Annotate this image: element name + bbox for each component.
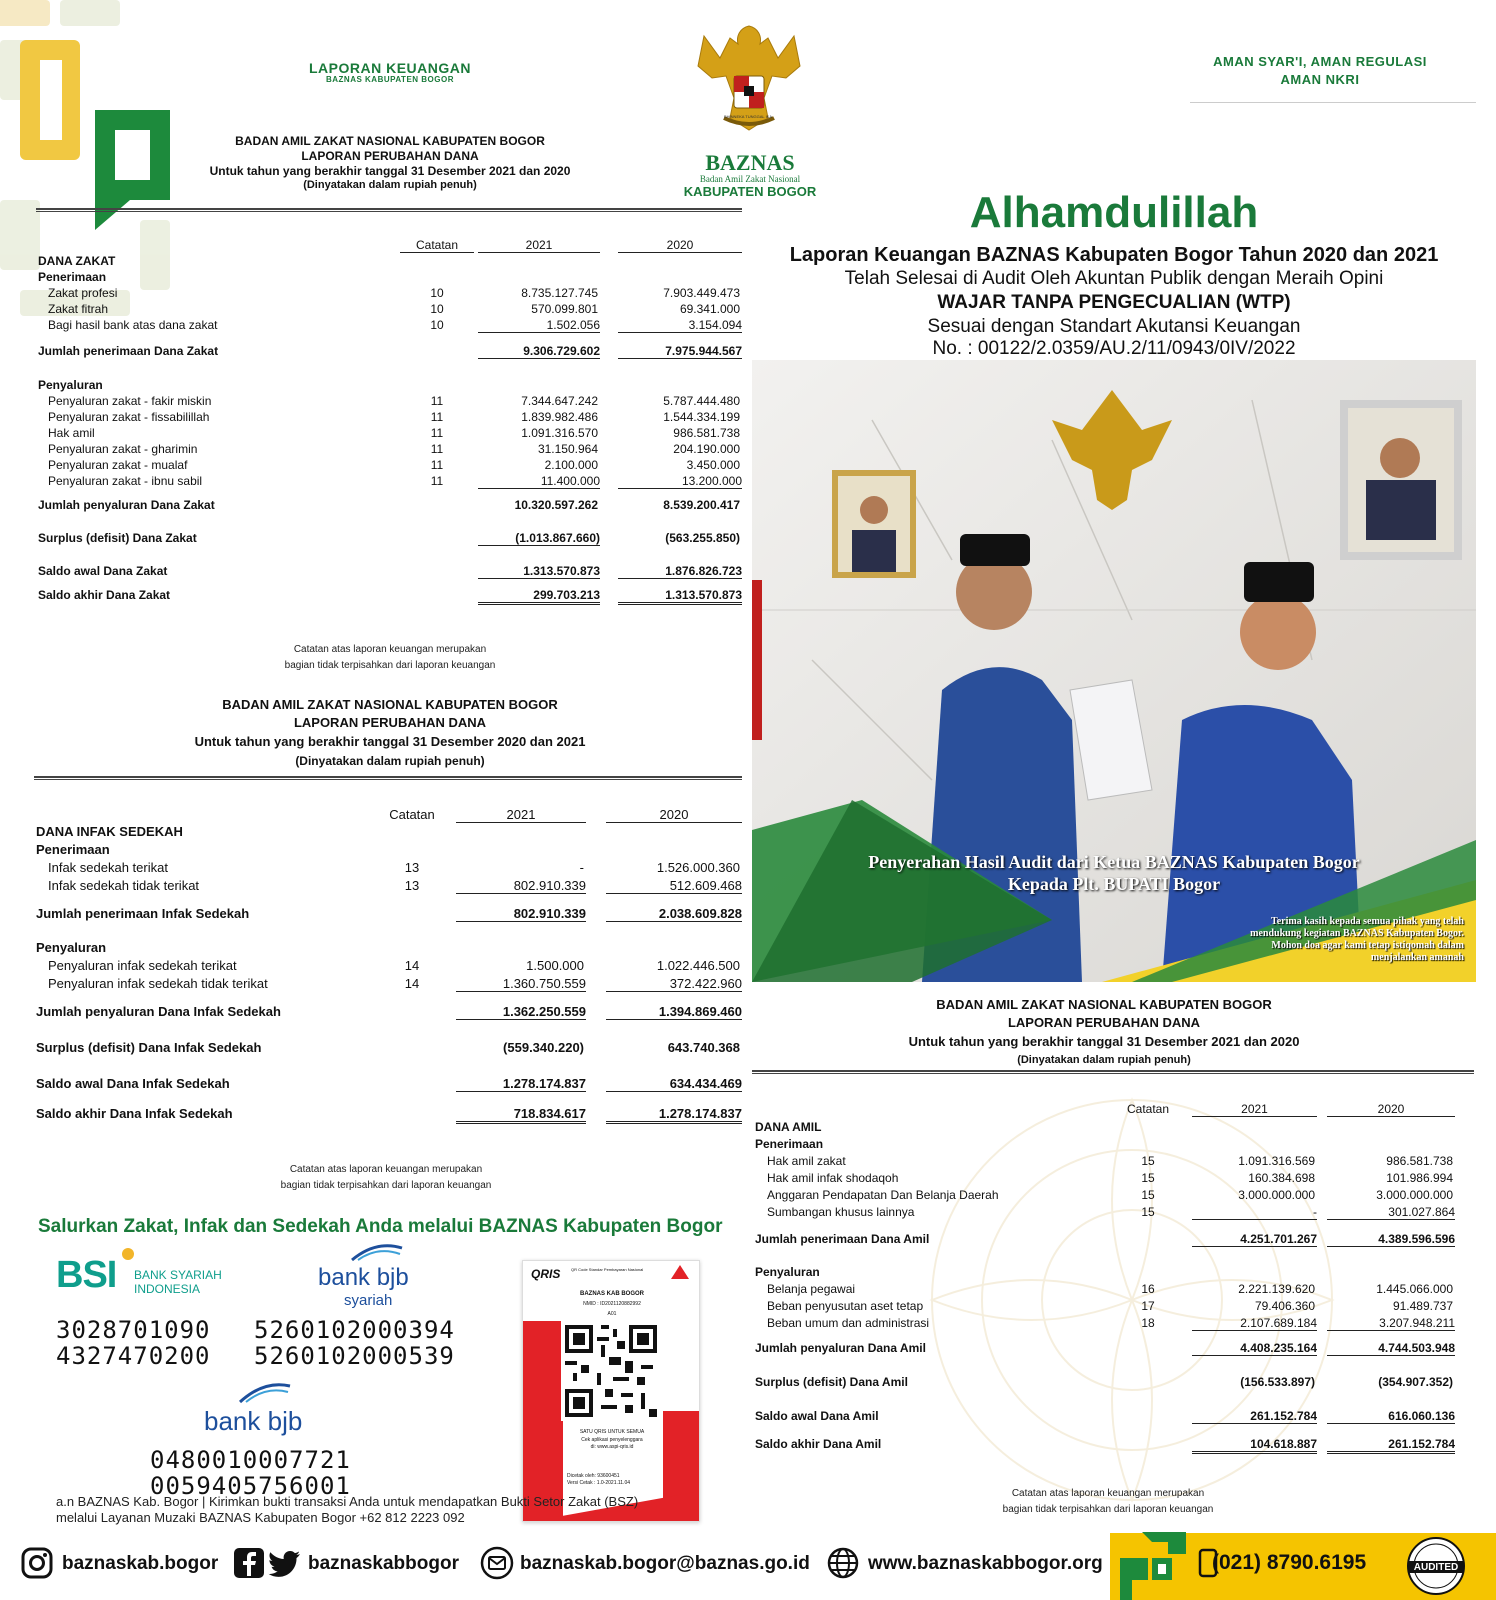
bsi-account-1[interactable]: 3028701090 bbox=[56, 1316, 211, 1344]
baznas-mark-icon bbox=[1112, 1528, 1192, 1600]
total-row: Jumlah penerimaan Infak Sedekah 802.910.339 2.038.609.828 bbox=[36, 906, 742, 921]
bsi-logo bbox=[56, 1254, 256, 1302]
stmt-infak-table bbox=[36, 807, 742, 1124]
subsection-title: Penerimaan bbox=[755, 1137, 824, 1151]
bjb-syariah-account-2[interactable]: 5260102000539 bbox=[254, 1342, 455, 1370]
announcement-number: No. : 00122/2.0359/AU.2/11/0943/0IV/2022 bbox=[932, 338, 1296, 359]
photo-thanks-line1: Terima kasih kepada semua pihak yang telah bbox=[1270, 916, 1464, 927]
stmt-zakat-unit: (Dinyatakan dalam rupiah penuh) bbox=[303, 179, 477, 191]
subsection-title: Penyaluran bbox=[755, 1265, 820, 1279]
announcement-opinion: WAJAR TANPA PENGECUALIAN (WTP) bbox=[937, 292, 1291, 313]
subsection-title: Penerimaan bbox=[36, 842, 110, 857]
email-icon[interactable] bbox=[480, 1546, 514, 1580]
stmt-infak-header: BADAN AMIL ZAKAT NASIONAL KABUPATEN BOGOR LAPORAN PERUBAHAN DANA Untuk tahun yang berakhir tanggal 31 Desember 2020 dan 2021 (Dinyatakan dalam rupiah penuh) bbox=[194, 697, 586, 768]
donation-note-line1: a.n BAZNAS Kab. Bogor | Kirimkan bukti transaksi Anda untuk mendapatkan Bukti Setor Zakat (BSZ) bbox=[56, 1494, 639, 1509]
subsection-title: Penyaluran bbox=[38, 378, 103, 392]
bjb-syariah-account-1[interactable]: 5260102000394 bbox=[254, 1316, 455, 1344]
table-row: Sumbangan khusus lainnya 15 - 301.027.864 bbox=[767, 1205, 1455, 1219]
qris-nmid: NMID : ID2021120882992 bbox=[583, 1301, 641, 1307]
qris-footer-line2: Cek aplikasi penyelenggara bbox=[581, 1437, 643, 1443]
table-row: Penyaluran zakat - gharimin 11 31.150.964 204.190.000 bbox=[48, 442, 740, 456]
stmt-zakat-footnote: Catatan atas laporan keuangan merupakan bagian tidak terpisahkan dari laporan keuangan bbox=[284, 644, 496, 671]
table-row: Hak amil 11 1.091.316.570 986.581.738 bbox=[48, 426, 740, 440]
donation-note-line2: melalui Layanan Muzaki BAZNAS Kabupaten Bogor +62 812 2223 092 bbox=[56, 1510, 465, 1525]
bjb-syariah-logo bbox=[318, 1242, 438, 1312]
table-row: Hak amil zakat 15 1.091.316.569 986.581.738 bbox=[767, 1154, 1453, 1168]
bjb-swoosh-icon bbox=[350, 1242, 404, 1262]
table-row: Penyaluran zakat - fakir miskin 11 7.344.647.242 5.787.444.480 bbox=[48, 394, 740, 408]
baznas-logo-sub1: Badan Amil Zakat Nasional bbox=[699, 174, 801, 184]
bsi-name-line2: INDONESIA bbox=[134, 1282, 201, 1296]
table-row: Penyaluran zakat - mualaf 11 2.100.000 3.450.000 bbox=[48, 458, 740, 472]
bjb-account-2[interactable]: 0059405756001 bbox=[150, 1472, 351, 1500]
table-row: Penyaluran zakat - fissabilillah 11 1.839.982.486 1.544.334.199 bbox=[48, 410, 740, 424]
bjb-swoosh-icon bbox=[238, 1380, 292, 1404]
garuda-emblem-icon bbox=[690, 18, 808, 136]
col-2020-header: 2020 bbox=[618, 238, 742, 253]
header-report-title: LAPORAN KEUANGAN bbox=[309, 60, 471, 76]
stmt-zakat-table bbox=[38, 238, 742, 604]
qris-footer-line1: SATU QRIS UNTUK SEMUA bbox=[579, 1429, 645, 1435]
donation-note bbox=[56, 1494, 756, 1526]
subsection-title: Penyaluran bbox=[36, 940, 107, 955]
bsi-logo-text: BSI bbox=[56, 1254, 117, 1296]
table-row: Beban umum dan administrasi 18 2.107.689.184 3.207.948.211 bbox=[767, 1316, 1455, 1330]
website-url[interactable]: www.baznaskabbogor.org bbox=[868, 1553, 1103, 1574]
surplus-row: Surplus (defisit) Dana Infak Sedekah (559.340.220) 643.740.368 bbox=[36, 1040, 740, 1055]
qris-merchant: BAZNAS KAB BOGOR bbox=[580, 1291, 644, 1297]
table-row: Anggaran Pendapatan Dan Belanja Daerah 15 3.000.000.000 3.000.000.000 bbox=[767, 1188, 1453, 1202]
stmt-zakat-rule bbox=[36, 208, 742, 212]
table-header-row bbox=[38, 238, 742, 254]
table-row: Belanja pegawai 16 2.221.139.620 1.445.066.000 bbox=[767, 1282, 1453, 1296]
emblem-motto: BHINNEKA TUNGGAL IKA bbox=[724, 114, 773, 119]
section-title: DANA ZAKAT bbox=[38, 254, 116, 268]
bjb-name: bank bjb bbox=[204, 1406, 303, 1436]
surplus-row: Surplus (defisit) Dana Zakat (1.013.867.660) (563.255.850) bbox=[38, 531, 740, 545]
table-row: Infak sedekah tidak terikat 13 802.910.339 512.609.468 bbox=[48, 878, 742, 893]
instagram-handle[interactable]: baznaskab.bogor bbox=[62, 1553, 219, 1574]
col-2021-header: 2021 bbox=[478, 238, 600, 253]
announcement-line1: Laporan Keuangan BAZNAS Kabupaten Bogor Tahun 2020 dan 2021 bbox=[789, 244, 1439, 266]
qr-code-icon bbox=[561, 1321, 661, 1421]
announcement-line2: Telah Selesai di Audit Oleh Akuntan Publik dengan Meraih Opini bbox=[844, 268, 1384, 289]
total-row: Jumlah penerimaan Dana Amil 4.251.701.267 4.389.596.596 bbox=[755, 1232, 1455, 1246]
stmt-zakat-header bbox=[160, 134, 620, 193]
stmt-amil-header: BADAN AMIL ZAKAT NASIONAL KABUPATEN BOGOR LAPORAN PERUBAHAN DANA Untuk tahun yang berakhir tanggal 31 Desember 2021 dan 2020 (Dinyatakan dalam rupiah penuh) bbox=[908, 997, 1300, 1066]
total-row: Jumlah penerimaan Dana Zakat 9.306.729.602 7.975.944.567 bbox=[38, 344, 742, 358]
opening-balance-row: Saldo awal Dana Infak Sedekah 1.278.174.837 634.434.469 bbox=[36, 1076, 742, 1091]
phone-number[interactable]: (021) 8790.6195 bbox=[1212, 1551, 1367, 1574]
photo-thanks-line3: Mohon doa agar kami tetap istiqomah dalam bbox=[1271, 940, 1464, 951]
stmt-zakat-org: BADAN AMIL ZAKAT NASIONAL KABUPATEN BOGOR bbox=[235, 134, 545, 148]
stmt-infak-rule bbox=[34, 776, 742, 780]
bjb-syariah-name: bank bjb bbox=[318, 1264, 409, 1291]
header-report-subtitle: BAZNAS KABUPATEN BOGOR bbox=[325, 75, 455, 84]
table-row: Penyaluran zakat - ibnu sabil 11 11.400.000 13.200.000 bbox=[48, 474, 742, 488]
header-divider bbox=[1190, 102, 1476, 103]
table-row: Zakat profesi 10 8.735.127.745 7.903.449.473 bbox=[48, 286, 740, 300]
col-note-header: Catatan bbox=[400, 238, 474, 253]
globe-icon[interactable] bbox=[826, 1546, 860, 1580]
baznas-logo-text: BAZNAS bbox=[705, 150, 795, 175]
section-title: DANA AMIL bbox=[755, 1120, 822, 1134]
table-row: Bagi hasil bank atas dana zakat 10 1.502.056 3.154.094 bbox=[48, 318, 742, 332]
email-address[interactable]: baznaskab.bogor@baznas.go.id bbox=[520, 1553, 810, 1574]
qris-footer-line3: di: www.aspi-qris.id bbox=[590, 1444, 634, 1450]
tagline-line1: AMAN SYAR'I, AMAN REGULASI bbox=[1213, 54, 1427, 69]
audited-badge-icon bbox=[1404, 1534, 1468, 1598]
total-row: Jumlah penyaluran Dana Infak Sedekah 1.362.250.559 1.394.869.460 bbox=[36, 1004, 742, 1019]
opening-balance-row: Saldo awal Dana Amil 261.152.784 616.060.136 bbox=[755, 1409, 1455, 1423]
audit-handover-photo bbox=[752, 360, 1476, 982]
stmt-amil-table bbox=[755, 1102, 1455, 1454]
qris-print-line2: Versi Cetak : 1.0-2021.11.04 bbox=[567, 1480, 631, 1486]
surplus-row: Surplus (defisit) Dana Amil (156.533.897) (354.907.352) bbox=[755, 1375, 1453, 1389]
donation-headline: Salurkan Zakat, Infak dan Sedekah Anda melalui BAZNAS Kabupaten Bogor bbox=[38, 1216, 723, 1237]
closing-balance-row: Saldo akhir Dana Zakat 299.703.213 1.313.570.873 bbox=[38, 588, 742, 604]
qris-brand: QRIS bbox=[531, 1267, 561, 1281]
subsection-title: Penerimaan bbox=[38, 270, 107, 284]
section-title: DANA INFAK SEDEKAH bbox=[36, 824, 183, 839]
photo-thanks-line2: mendukung kegiatan BAZNAS Kabupaten Bogor. bbox=[1250, 928, 1464, 939]
photo-caption-line2: Kepada Plt. BUPATI Bogor bbox=[1007, 874, 1221, 894]
table-row: Beban penyusutan aset tetap 17 79.406.360 91.489.737 bbox=[767, 1299, 1453, 1313]
qris-code: A01 bbox=[607, 1311, 617, 1317]
photo-thanks-line4: menjalankan amanah bbox=[1370, 952, 1464, 963]
table-row: Penyaluran infak sedekah terikat 14 1.500.000 1.022.446.500 bbox=[48, 958, 740, 973]
audited-badge-text: AUDITED bbox=[1413, 1562, 1459, 1573]
baznas-logo-sub2: KABUPATEN BOGOR bbox=[683, 184, 817, 199]
social-handle[interactable]: baznaskabbogor bbox=[308, 1553, 459, 1574]
table-row: Zakat fitrah 10 570.099.801 69.341.000 bbox=[48, 302, 740, 316]
stmt-infak-footnote: Catatan atas laporan keuangan merupakan bagian tidak terpisahkan dari laporan keuangan bbox=[280, 1164, 492, 1191]
bjb-logo bbox=[204, 1380, 334, 1442]
bjb-account-1[interactable]: 0480010007721 bbox=[150, 1446, 351, 1474]
table-row: Infak sedekah terikat 13 - 1.526.000.360 bbox=[48, 860, 740, 875]
total-row: Jumlah penyaluran Dana Zakat 10.320.597.262 8.539.200.417 bbox=[38, 498, 740, 512]
table-header-row: Catatan 2021 2020 bbox=[36, 807, 742, 824]
twitter-icon[interactable] bbox=[268, 1546, 302, 1580]
tagline-line2: AMAN NKRI bbox=[1280, 72, 1360, 87]
stmt-zakat-title: LAPORAN PERUBAHAN DANA bbox=[301, 149, 479, 163]
instagram-icon[interactable] bbox=[20, 1546, 54, 1580]
table-row: Hak amil infak shodaqoh 15 160.384.698 101.986.994 bbox=[767, 1171, 1453, 1185]
stmt-amil-rule bbox=[752, 1070, 1474, 1074]
qris-card[interactable] bbox=[522, 1260, 700, 1522]
total-row: Jumlah penyaluran Dana Amil 4.408.235.164 4.744.503.948 bbox=[755, 1341, 1455, 1355]
opening-balance-row: Saldo awal Dana Zakat 1.313.570.873 1.876.826.723 bbox=[38, 564, 742, 578]
announcement-headline: Alhamdulillah bbox=[969, 188, 1259, 237]
closing-balance-row: Saldo akhir Dana Infak Sedekah 718.834.617 1.278.174.837 bbox=[36, 1106, 742, 1124]
table-header-row: Catatan 2021 2020 bbox=[755, 1102, 1455, 1120]
announcement-line4: Sesuai dengan Standart Akutansi Keuangan bbox=[927, 316, 1301, 337]
bsi-dot-icon bbox=[122, 1248, 134, 1260]
bjb-syariah-sub: syariah bbox=[344, 1292, 393, 1309]
stmt-amil-footnote: Catatan atas laporan keuangan merupakan bagian tidak terpisahkan dari laporan keuangan bbox=[1002, 1488, 1214, 1515]
photo-caption-line1: Penyerahan Hasil Audit dari Ketua BAZNAS Kabupaten Bogor bbox=[868, 852, 1360, 872]
facebook-icon[interactable] bbox=[232, 1546, 266, 1580]
closing-balance-row: Saldo akhir Dana Amil 104.618.887 261.152.784 bbox=[755, 1437, 1455, 1454]
stmt-zakat-period: Untuk tahun yang berakhir tanggal 31 Desember 2021 dan 2020 bbox=[209, 164, 571, 178]
bsi-account-2[interactable]: 4327470200 bbox=[56, 1342, 211, 1370]
table-row: Penyaluran infak sedekah tidak terikat 14 1.360.750.559 372.422.960 bbox=[48, 976, 742, 991]
bsi-name-line1: BANK SYARIAH bbox=[134, 1268, 222, 1282]
qris-tagline: QR Code Standar Pembayaran Nasional bbox=[571, 1267, 644, 1272]
qris-print-line1: Dicetak oleh: 93600451 bbox=[567, 1473, 620, 1479]
photo-thanks bbox=[1164, 916, 1464, 964]
